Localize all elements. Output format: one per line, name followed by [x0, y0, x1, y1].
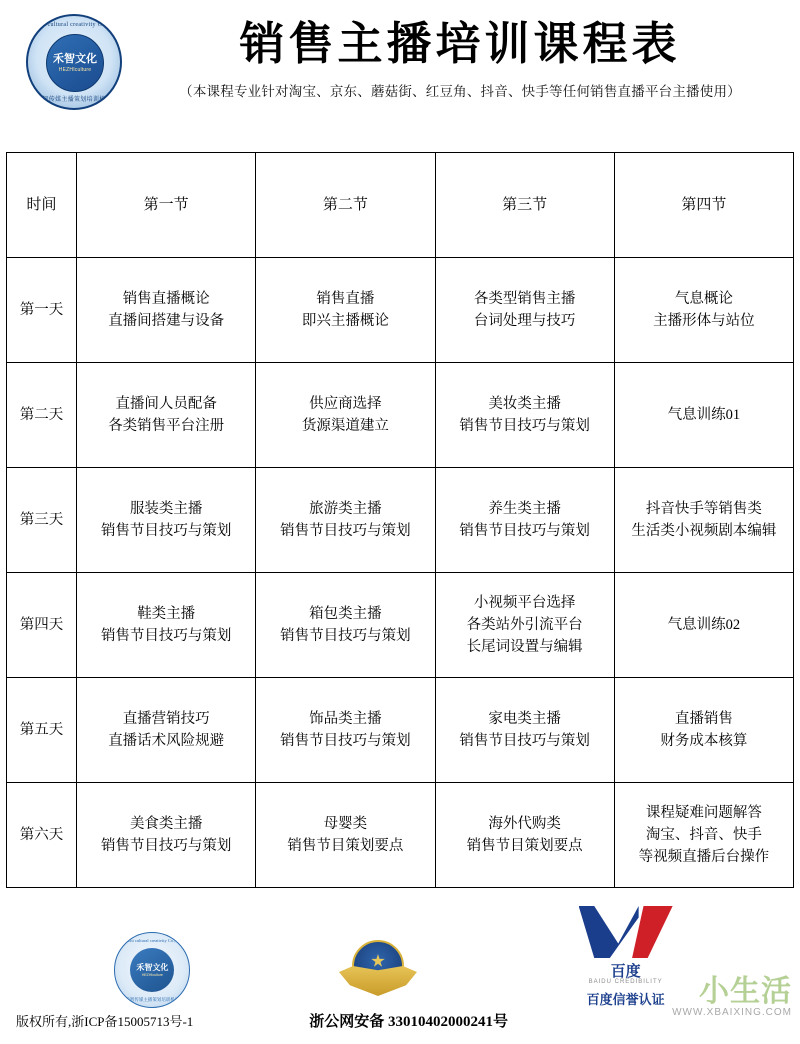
- cell-line: 销售节目技巧与策划: [100, 838, 232, 854]
- cell-line: 鞋类主播: [137, 606, 196, 622]
- cell-line: 美食类主播: [129, 816, 203, 832]
- cell-line: 销售节目技巧与策划: [280, 628, 411, 644]
- schedule-cell-session-4: [614, 258, 793, 363]
- schedule-cell-session-3: [435, 363, 614, 468]
- cell-line: 旅游类主播: [309, 501, 382, 517]
- schedule-cell-session-1: [77, 468, 256, 573]
- schedule-cell-session-3: [435, 468, 614, 573]
- cell-line: 各类型销售主播: [473, 291, 576, 307]
- cell-line: 各类站外引流平台: [466, 617, 583, 633]
- seal-inner-en: HEZHIculture: [141, 973, 163, 977]
- column-header-session-2: 第二节: [256, 153, 435, 258]
- column-header-session-3: 第三节: [435, 153, 614, 258]
- schedule-table: [6, 152, 794, 888]
- cell-line: 直播间人员配备: [115, 396, 217, 412]
- document-footer: [0, 924, 800, 1044]
- table-row: [7, 258, 794, 363]
- schedule-cell-session-2: [256, 573, 435, 678]
- schedule-cell-session-2: [256, 258, 435, 363]
- page-subtitle: （本课程专业针对淘宝、京东、蘑菇街、红豆角、抖音、快手等任何销售直播平台主播使用）: [179, 84, 741, 99]
- cell-line: 饰品类主播: [309, 711, 382, 727]
- cell-line: 淘宝、抖音、快手: [645, 827, 762, 843]
- company-logo: [26, 14, 122, 110]
- row-day-label: 第五天: [7, 678, 77, 783]
- table-row: [7, 363, 794, 468]
- cell-line: 抖音快手等销售类: [645, 501, 762, 517]
- schedule-cell-session-4: [614, 468, 793, 573]
- cell-line: 销售节目技巧与策划: [459, 418, 590, 434]
- cell-line: 课程疑难问题解答: [645, 805, 762, 821]
- schedule-cell-session-3: [435, 573, 614, 678]
- cell-line: 各类销售平台注册: [108, 418, 225, 434]
- police-emblem-wings: [339, 966, 417, 996]
- seal-ring-bottom-text: 禾智传媒主播策划培训机构: [125, 997, 180, 1002]
- column-header-time: 时间: [7, 153, 77, 258]
- cell-line: 即兴主播概论: [301, 313, 389, 329]
- schedule-cell-session-3: [435, 258, 614, 363]
- cell-line: 销售节目技巧与策划: [100, 628, 232, 644]
- logo-ring-bottom-text: 禾智传媒主播策划培训机构: [36, 97, 112, 103]
- police-emblem-icon: [339, 938, 417, 1008]
- cell-line: 直播间搭建与设备: [108, 313, 225, 329]
- schedule-cell-session-1: [77, 573, 256, 678]
- baidu-v-blue: [579, 906, 639, 958]
- table-row: [7, 573, 794, 678]
- cell-line: 养生类主播: [488, 501, 561, 517]
- cell-line: 小视频平台选择: [473, 595, 576, 611]
- table-body: [7, 258, 794, 888]
- cell-line: 海外代购类: [488, 816, 561, 832]
- seal-inner-cn: 禾智文化: [136, 963, 169, 972]
- schedule-cell-session-2: [256, 678, 435, 783]
- logo-inner-cn: 禾智文化: [53, 53, 97, 65]
- baidu-brand-label: 百度: [610, 964, 641, 980]
- cell-line: 长尾词设置与编辑: [466, 639, 583, 655]
- cell-line: 箱包类主播: [309, 606, 382, 622]
- icp-record-text: 版权所有,浙ICP备15005713号-1: [16, 1014, 194, 1029]
- baidu-credibility-badge[interactable]: [566, 906, 686, 1008]
- cell-line: 服装类主播: [129, 501, 203, 517]
- company-seal-icon: [114, 932, 190, 1008]
- table-row: [7, 678, 794, 783]
- cell-line: 直播营销技巧: [122, 711, 210, 727]
- schedule-cell-session-1: [77, 678, 256, 783]
- schedule-cell-session-1: [77, 258, 256, 363]
- row-day-label: 第六天: [7, 783, 77, 888]
- cell-line: 财务成本核算: [660, 733, 748, 749]
- title-block: [134, 10, 786, 100]
- cell-line: 直播话术风险规避: [108, 733, 225, 749]
- row-day-label: 第二天: [7, 363, 77, 468]
- cell-line: 销售节目策划要点: [287, 838, 404, 854]
- baidu-v-icon: [579, 906, 673, 958]
- baidu-cert-label: 百度信誉认证: [586, 992, 665, 1007]
- cell-line: 销售直播概论: [122, 291, 210, 307]
- schedule-cell-session-2: [256, 468, 435, 573]
- cell-line: 货源渠道建立: [301, 418, 389, 434]
- cell-line: 供应商选择: [309, 396, 382, 412]
- cell-line: 生活类小视频剧本编辑: [631, 523, 777, 539]
- cell-line: 销售节目技巧与策划: [280, 733, 411, 749]
- cell-line: 气息概论: [674, 291, 733, 307]
- row-day-label: 第三天: [7, 468, 77, 573]
- schedule-cell-session-4: [614, 783, 793, 888]
- row-day-label: 第四天: [7, 573, 77, 678]
- schedule-cell-session-1: [77, 783, 256, 888]
- schedule-cell-session-4: [614, 678, 793, 783]
- police-badge: [339, 938, 417, 1008]
- baidu-v-red: [621, 906, 673, 958]
- police-record-text: 浙公网安备 33010402000241号: [309, 1014, 509, 1030]
- schedule-cell-session-1: [77, 363, 256, 468]
- schedule-cell-session-4: [614, 363, 793, 468]
- cell-line: 家电类主播: [488, 711, 561, 727]
- column-header-session-4: 第四节: [614, 153, 793, 258]
- footer-text-line: [0, 1008, 800, 1031]
- cell-line: 母婴类: [323, 816, 368, 832]
- baidu-pinyin-label: BAIDU CREDIBILITY: [588, 979, 663, 985]
- cell-line: 美妆类主播: [488, 396, 561, 412]
- seal-inner: [130, 948, 174, 992]
- cell-line: 销售节目技巧与策划: [280, 523, 411, 539]
- table-header-row: [7, 153, 794, 258]
- row-day-label: 第一天: [7, 258, 77, 363]
- table-row: [7, 468, 794, 573]
- cell-line: 气息训练01: [667, 407, 741, 423]
- cell-line: 气息训练02: [667, 617, 741, 633]
- schedule-cell-session-4: [614, 573, 793, 678]
- cell-line: 主播形体与站位: [653, 313, 755, 329]
- company-seal-badge: [114, 932, 190, 1008]
- logo-ring-top-text: Hezhi cultural creativity Co.,Ltd: [29, 22, 119, 28]
- footer-badges: [0, 924, 800, 1008]
- logo-inner-en: HEZHIculture: [58, 67, 92, 73]
- document-header: [0, 0, 800, 110]
- schedule-cell-session-3: [435, 678, 614, 783]
- logo-inner: [46, 34, 104, 92]
- cell-line: 直播销售: [674, 711, 733, 727]
- cell-line: 等视频直播后台操作: [638, 849, 770, 865]
- cell-line: 销售节目技巧与策划: [459, 523, 590, 539]
- table-head: [7, 153, 794, 258]
- watermark-sub-text: WWW.XBAIXING.COM: [672, 1007, 792, 1018]
- cell-line: 台词处理与技巧: [473, 313, 576, 329]
- page-title: 销售主播培训课程表: [239, 17, 681, 70]
- schedule-table-wrap: [0, 110, 800, 888]
- column-header-session-1: 第一节: [77, 153, 256, 258]
- company-logo-wrap: [14, 10, 134, 110]
- schedule-cell-session-2: [256, 783, 435, 888]
- cell-line: 销售节目策划要点: [466, 838, 583, 854]
- cell-line: 销售直播: [316, 291, 375, 307]
- cell-line: 销售节目技巧与策划: [100, 523, 232, 539]
- watermark-main-text: 小生活: [699, 975, 792, 1008]
- schedule-cell-session-3: [435, 783, 614, 888]
- schedule-cell-session-2: [256, 363, 435, 468]
- cell-line: 销售节目技巧与策划: [459, 733, 590, 749]
- table-row: [7, 783, 794, 888]
- seal-ring-top-text: Hezhi cultural creativity Co.,Ltd: [123, 938, 182, 943]
